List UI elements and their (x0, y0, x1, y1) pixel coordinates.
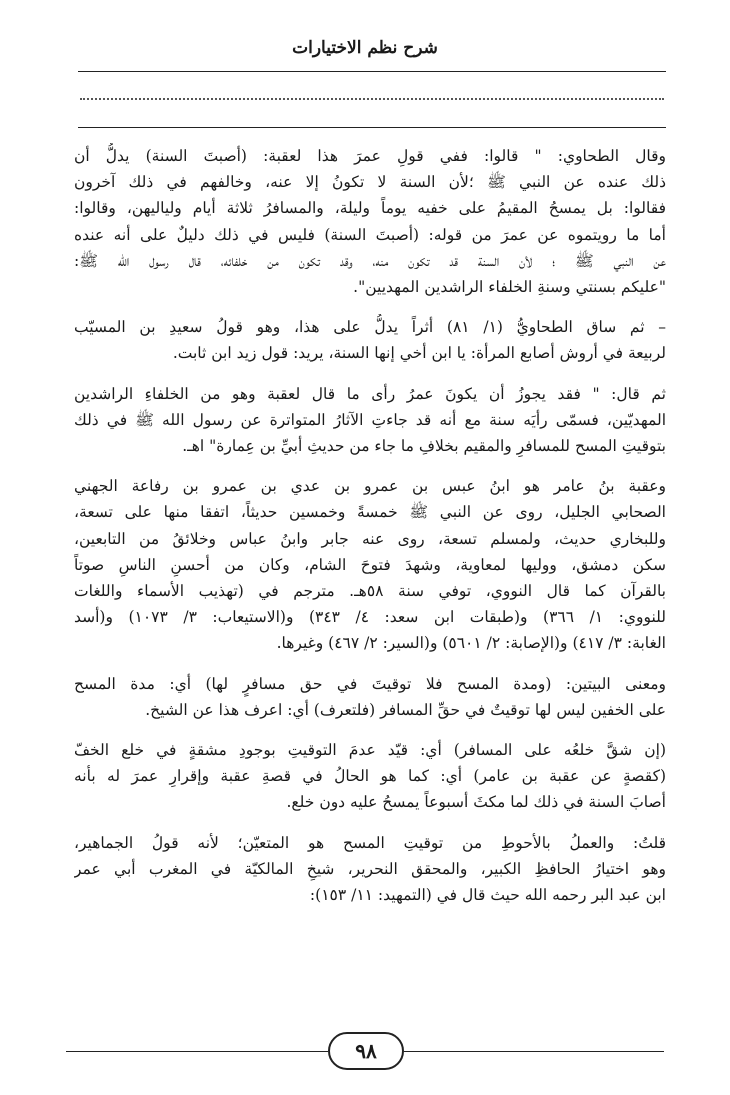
footer-rule (66, 1051, 328, 1052)
text-line: على الخفين ليس لها توقيتٌ في حقِّ المسافر (فلتعرف) أي: اعرف هذا عن الشيخ. (145, 700, 666, 719)
text-line: وقال الطحاوي: " قالوا: ففي قولِ عمرَ هذا لعقبة: (أصبتَ السنة) يدلُّ أن (74, 147, 666, 165)
text-line: ومعنى البيتين: (ومدة المسح فلا توقيتَ في حق مسافرٍ لها) أي: مدة المسح (74, 674, 666, 693)
paragraph (74, 830, 666, 909)
page-number: ٩٨ (328, 1032, 404, 1070)
text-line: سكن دمشق، ووليها لمعاوية، وشهدَ فتوحَ الشام، وكان من أحسنِ الناسِ صوتاً (74, 555, 666, 574)
paragraph (74, 737, 666, 816)
text-line: وعقبة بنُ عامر هو ابنُ عبس بن عمرو بن عدي بن عمرو بن رفاعة الجهني (74, 477, 666, 496)
text-line: وللبخاري حديث، ولمسلم تسعة، روى عنه جابر وابنُ عباس وخلائقُ من التابعين، (74, 529, 666, 548)
text-line: "عليكم بسنتي وسنةِ الخلفاء الراشدين المهديين". (353, 278, 666, 297)
text-line: عن النبي ﷺ ؛ لأن السنة قد تكون منه، وقد تكون من خلفائه، قال رسول الله ﷺ: (74, 251, 666, 270)
running-title: شرح نظم الاختيارات (292, 38, 438, 58)
text-line: (إن شقَّ خلعُه على المسافر) أي: قيّد عدمَ التوقيتِ بوجودِ مشقةٍ في خلع الخفّ (74, 741, 666, 760)
paragraph (74, 314, 666, 366)
text-line: الغابة: ٣/ ٤١٧) و(الإصابة: ٢/ ٥٦٠١) و(السير: ٢/ ٤٦٧) وغيرها. (276, 634, 666, 653)
text-line: للنووي: ١/ ٣٦٦) و(طبقات ابن سعد: ٤/ ٣٤٣) و(الاستيعاب: ٣/ ١٠٧٣) و(أسد (74, 608, 666, 627)
text-line: – ثم ساق الطحاويُّ (١/ ٨١) أثراً يدلُّ على هذا، وهو قولُ سعيدِ بن المسيّب (74, 318, 666, 337)
text-line: (كقصةٍ عن عقبة بن عامر) أي: كما هو الحالُ في قصةِ عقبة وإقرارِ عمرَ له بأنه (74, 767, 666, 786)
body-text (74, 143, 666, 922)
paragraph (74, 143, 666, 300)
text-line: أصابَ السنة في ذلك لما مكثَ أسبوعاً يمسحُ عليه دون خلع. (286, 793, 666, 812)
paragraph (74, 671, 666, 723)
text-line: لربيعة في أروش أصابع المرأة: يا ابن أخي إنها السنة، يريد: قول زيد ابن ثابت. (172, 344, 666, 363)
paragraph (74, 381, 666, 460)
dotted-separator (80, 98, 664, 100)
text-line: بالقرآن كما قال النووي، توفي سنة ٥٨هـ. مترجم في (تهذيب الأسماء واللغات (74, 582, 666, 601)
text-line: أما ما رويتموه عن عمرَ من قوله: (أصبتَ السنة) فليس في ذلك دليلٌ على أنه عنده (74, 225, 666, 244)
text-line: ذلك عنده عن النبي ﷺ ؛لأن السنة لا تكونُ إلا عنه، وخالفهم في ذلك آخرون (74, 173, 666, 192)
text-line: وهو اختيارُ الحافظِ الكبير، والمحقق النحرير، شيخِ المالكيّة في المغرب أبي عمر (74, 859, 666, 878)
text-line: ثم قال: " فقد يجوزُ أن يكونَ عمرُ رأى ما قال لعقبة وهو من الخلفاءِ الراشدين (74, 384, 666, 403)
footer-rule (404, 1051, 664, 1052)
text-line: ابن عبد البر رحمه الله حيث قال في (التمهيد: ١١/ ١٥٣): (309, 886, 666, 905)
header-rule (78, 71, 666, 72)
text-line: فقالوا: بل يمسحُ المقيمُ على خفيه يوماً وليلة، والمسافرُ ثلاثة أيام ولياليهن، وقالوا: (74, 199, 666, 218)
text-line: بتوقيتِ المسح للمسافرِ والمقيم بخلافِ ما جاء من حديثِ أبيِّ بن عِمارة" اهـ. (182, 437, 666, 456)
header-rule-lower (78, 127, 666, 128)
text-line: الصحابي الجليل، روى عن النبي ﷺ خمسةً وخمسين حديثاً، اتفقا منها على تسعة، (74, 503, 666, 522)
text-line: قلتُ: والعملُ بالأحوطِ من توقيتِ المسح هو المتعيّن؛ لأنه قولُ الجماهير، (74, 833, 666, 852)
paragraph (74, 473, 666, 656)
text-line: المهديّين، فسمّى رأيَه سنة مع أنه قد جاءتِ الآثارُ المتواترة عن رسول الله ﷺ في ذلك (74, 410, 666, 429)
